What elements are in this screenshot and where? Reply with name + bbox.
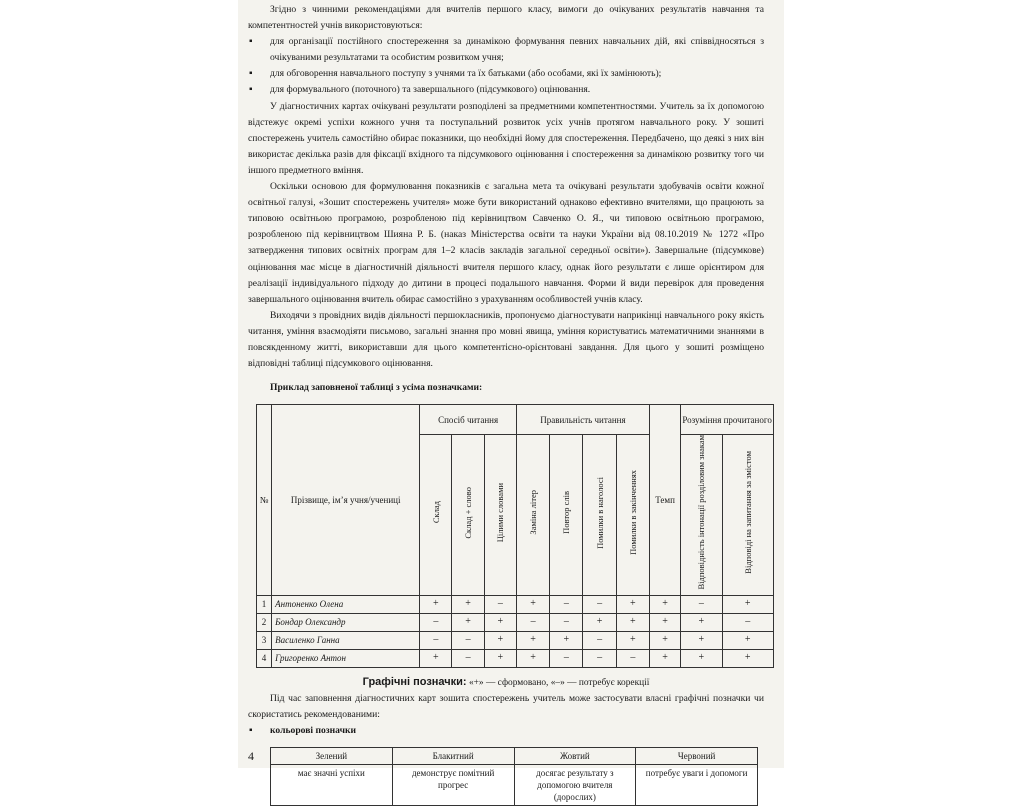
row-number: 1 — [257, 595, 272, 613]
mark-cell: + — [616, 631, 649, 649]
mark-cell: + — [681, 613, 722, 631]
color-desc-blue: демонструє помітний прогрес — [392, 765, 514, 806]
mark-cell: + — [681, 649, 722, 667]
mark-cell: – — [420, 613, 452, 631]
mark-cell: – — [516, 613, 549, 631]
reading-assessment-table — [256, 404, 774, 668]
mark-cell: + — [516, 649, 549, 667]
mark-cell: + — [484, 631, 516, 649]
color-name-blue: Блакитний — [392, 748, 514, 765]
mark-cell: + — [583, 613, 616, 631]
mark-cell: + — [484, 649, 516, 667]
mark-cell: + — [452, 595, 484, 613]
paragraph: Виходячи з провідних видів діяльності першокласників, пропонуємо діагностувати наприкінці навчального року якість читання, уміння взаємодіяти письмово, загальні знання про мовні явища, уміння користуватись математичними знаннями в повсякденному житті, використавши для цього компетентісно-орієнтовані завдання. Для цього у зошиті розміщено відповідні таблиці підсумкового оцінювання. — [248, 309, 764, 370]
table-row — [257, 631, 774, 649]
table-row — [257, 649, 774, 667]
mark-cell: + — [681, 631, 722, 649]
mark-cell: – — [550, 595, 583, 613]
mark-cell: + — [516, 631, 549, 649]
table-row — [257, 595, 774, 613]
group-reading-method: Спосіб читання — [420, 405, 517, 435]
mark-cell: + — [649, 649, 680, 667]
bullet-item: ▪ для формувального (поточного) та завершального (підсумкового) оцінювання. — [248, 82, 764, 98]
mark-cell: + — [550, 631, 583, 649]
bullet-item: ▪ для організації постійного спостереження за динамікою формування певних навчальних дій, які співвідносяться з очікуваними результатами та особистим розвитком учня; — [248, 34, 764, 66]
color-desc-yellow: досягає результату з допомогою вчителя (дорослих) — [514, 765, 636, 806]
paragraph: Оскільки основою для формулювання показників є загальна мета та очікувані результати здобувачів освіти кожної освітньої галузі, «Зошит спостережень учителя» може бути використаний однаково ефективно вчителями, що працюють за типовою освітньою програмою, розробленою під керівництвом Савченко О. Я., чи типовою освітньою програмою, розробленою під керівництвом Шияна Р. Б. (наказ Міністерства освіти та науки України від 08.10.2019 № 1272 «Про затвердження типових освітніх програм для 1–2 класів закладів загальної середньої освіти»). Завершальне (підсумкове) оцінювання має місце в діагностичній діяльності вчителя першого класу, однак його результати є лише орієнтиром для реалізації індивідуального підходу до дитини в процесі подальшого навчання. Форми й види перевірок для проведення завершального оцінювання вчитель обирає самостійно з урахуванням особливостей учнів класу. — [248, 181, 764, 305]
mark-cell: + — [722, 649, 774, 667]
name-header: Прізвище, ім’я учня/учениці — [272, 405, 420, 596]
bullet-item: ▪ для обговорення навчального поступу з учнями та їх батьками (або особами, які їх замінюють); — [248, 66, 764, 82]
sub-header: Повтор слів — [561, 491, 572, 534]
graphic-legend — [248, 674, 764, 691]
student-name: Бондар Олександр — [272, 613, 420, 631]
mark-cell: + — [649, 631, 680, 649]
mark-cell: – — [583, 595, 616, 613]
table-caption: Приклад заповненої таблиці з усіма позначками: — [270, 382, 483, 394]
sub-header: Помилки в наголосі — [594, 476, 605, 549]
student-name: Антоненко Олена — [272, 595, 420, 613]
color-name-green: Зелений — [271, 748, 393, 765]
color-desc-red: потребує уваги і допомоги — [636, 765, 758, 806]
sub-header: Цілими словами — [495, 482, 506, 543]
color-legend-table — [270, 747, 758, 806]
sub-header: Склад — [430, 501, 441, 524]
mark-cell: – — [681, 595, 722, 613]
color-name-yellow: Жовтий — [514, 748, 636, 765]
num-header: № — [257, 405, 272, 596]
student-name: Григоренко Антон — [272, 649, 420, 667]
mark-cell: + — [516, 595, 549, 613]
page-number: 4 — [248, 749, 254, 763]
legend-text: «+» — сформовано, «–» — потребує корекції — [468, 677, 650, 688]
mark-cell: + — [616, 613, 649, 631]
mark-cell: – — [550, 613, 583, 631]
mark-cell: – — [722, 613, 774, 631]
color-desc-green: має значні успіхи — [271, 765, 393, 806]
mark-cell: – — [484, 595, 516, 613]
group-reading-correctness: Правильність читання — [516, 405, 649, 435]
sub-header: Склад + слово — [463, 486, 474, 539]
row-number: 3 — [257, 631, 272, 649]
mark-cell: + — [722, 595, 774, 613]
mark-cell: – — [550, 649, 583, 667]
mark-cell: – — [583, 631, 616, 649]
document-page — [238, 0, 784, 803]
student-name: Василенко Ганна — [272, 631, 420, 649]
mark-cell: – — [452, 631, 484, 649]
mark-cell: + — [484, 613, 516, 631]
paragraph: У діагностичних картах очікувані результати розподілені за предметними компетентностями. Учитель за їх допомогою відстежує окремі успіхи кожного учня та поступальний розвиток усіх учнів протягом навчального року. У зошиті спостережень учитель самостійно обирає показники, що необхідні йому для спостереження. Передбачено, що деякі з них він використає декілька разів для фіксації вхідного та підсумкового оцінювання і спостереження за динамікою розвитку того чи іншого предметного вміння. — [248, 100, 764, 176]
row-number: 2 — [257, 613, 272, 631]
mark-cell: + — [420, 649, 452, 667]
mark-cell: + — [649, 613, 680, 631]
mark-cell: + — [649, 595, 680, 613]
mark-cell: + — [616, 595, 649, 613]
mark-cell: + — [420, 595, 452, 613]
mark-cell: – — [616, 649, 649, 667]
mark-cell: – — [583, 649, 616, 667]
graphic-marks-paragraph: Під час заповнення діагностичних карт зошита спостережень учитель може застосувати власні графічні позначки чи скористатись рекомендованими: — [248, 692, 764, 721]
sub-header: Заміна літер — [528, 490, 539, 535]
table-row — [257, 613, 774, 631]
color-marks-bullet: ▪ кольорові позначки — [248, 723, 764, 739]
sub-header: Помилки в закінченнях — [627, 470, 638, 555]
mark-cell: + — [722, 631, 774, 649]
row-number: 4 — [257, 649, 272, 667]
sub-header: Відповідність інтонації розділовим знакам — [696, 435, 707, 590]
color-name-red: Червоний — [636, 748, 758, 765]
group-understanding: Розуміння прочитаного — [681, 405, 774, 435]
tempo-header: Темп — [649, 405, 680, 596]
mark-cell: – — [420, 631, 452, 649]
legend-title: Графічні позначки: — [362, 675, 467, 688]
intro-paragraph: Згідно з чинними рекомендаціями для вчителів першого класу, вимоги до очікуваних результатів навчання та компетентностей учнів використовуються: — [248, 4, 764, 32]
sub-header: Відповіді на запитання за змістом — [742, 451, 753, 574]
mark-cell: + — [452, 613, 484, 631]
mark-cell: – — [452, 649, 484, 667]
